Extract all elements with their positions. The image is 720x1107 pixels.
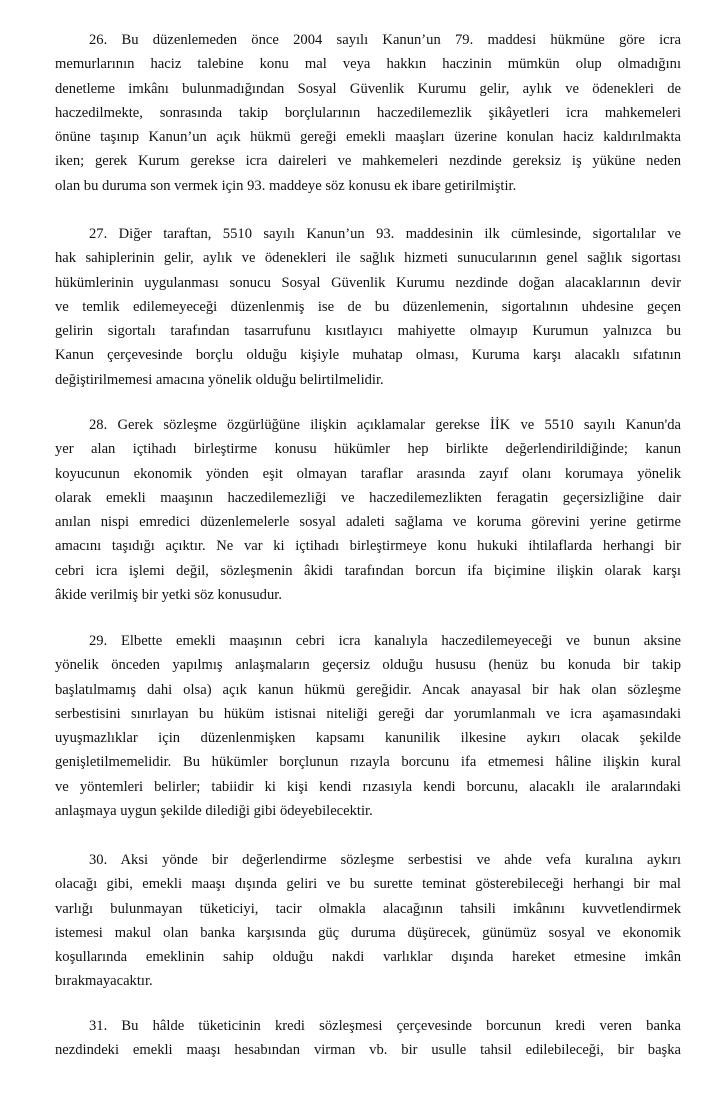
paragraph-26 <box>55 28 681 198</box>
paragraph-line: 28. Gerek sözleşme özgürlüğüne ilişkin açıklamalar gerekse İİK ve 5510 sayılı Kanun'da <box>89 417 681 433</box>
paragraph-line: istemesi makul olan banka karşısında güç duruma düşürecek, günümüz sosyal ve ekonomik <box>55 924 681 941</box>
paragraph-line: hükümlerinin uygulanması sonucu Sosyal Güvenlik Kurumu nezdinde doğan alacaklarının devir <box>55 274 681 291</box>
paragraph-line: amacını taşıdığı açıktır. Ne var ki içtihadı birleştirmeye konu hukuki ihtilaflarda herhangi bir <box>55 538 681 555</box>
paragraph-28 <box>55 413 681 607</box>
paragraph-line: başlatılmamış dahi olsa) açık kanun hükmü gereğidir. Ancak anayasal bir hak olan sözleşme <box>55 681 681 698</box>
paragraph-line: cebri icra işlemi değil, sözleşmenin âkidi tarafından borcun ifa biçimine ilişkin olarak karşı <box>55 562 681 579</box>
paragraph-line: genişletilmemelidir. Bu hükümler borçlunun rızayla borcunu ifa etmemesi hâline ilişkin kural <box>55 754 681 771</box>
paragraph-line: koyucunun ekonomik yönden eşit olmayan taraflar arasında zayıf olanı korumaya yönelik <box>55 465 681 482</box>
paragraph-line: olacağı gibi, emekli maaşı dışında geliri ve bu surette teminat gösterebileceği herhangi bir mal <box>55 876 681 893</box>
paragraph-29 <box>55 629 681 823</box>
paragraph-line: anlaşmaya uygun şekilde dilediği gibi ödeyebilecektir. <box>55 803 373 820</box>
paragraph-line: varlığı bulunmayan tüketiciyi, tacir olmakla alacağının tahsili imkânını kuvvetlendirmek <box>55 900 681 917</box>
paragraph-line: haczedilmekte, sonrasında takip borçlularının haczedilemezlik şikâyetleri icra mahkemeleri <box>55 104 681 121</box>
paragraph-31 <box>55 1014 681 1063</box>
paragraph-line: olarak emekli maaşının haczedilemezliği ve haczedilemezlikten feragatin geçersizliğine dair <box>55 489 681 506</box>
paragraph-line: ve yöntemleri belirler; tabiidir ki kişi kendi rızasıyla kendi borcunu, alacaklı ile aralarındaki <box>55 778 681 795</box>
paragraph-line: ve temlik edilemeyeceği düzenlenmiş ise de bu düzenlemenin, sigortalının uhdesine geçen <box>55 298 681 315</box>
paragraph-line: koşullarında emeklinin sahip olduğu nakdi varlıklar dışında hareket etmesine imkân <box>55 949 681 966</box>
paragraph-line: anılan nispi emredici düzenlemelerle sosyal adaleti sağlama ve koruma görevini yerine getirme <box>55 514 681 531</box>
paragraph-line: 30. Aksi yönde bir değerlendirme sözleşme serbestisi ve ahde vefa kuralına aykırı <box>89 852 681 868</box>
paragraph-line: 31. Bu hâlde tüketicinin kredi sözleşmesi çerçevesinde borcunun kredi veren banka <box>89 1018 681 1034</box>
paragraph-line: iken; gerek Kurum gerekse icra daireleri ve mahkemeleri nezdinde gereksiz iş yüküne neden <box>55 153 681 170</box>
paragraph-line: âkide verilmiş bir yetki söz konusudur. <box>55 587 282 604</box>
paragraph-line: yer alan içtihadı birleştirme konusu hükümler hep birlikte değerlendirildiğinde; kanun <box>55 441 681 458</box>
paragraph-27 <box>55 222 681 392</box>
paragraph-line: 29. Elbette emekli maaşının cebri icra kanalıyla haczedilemeyeceği ve bunun aksine <box>89 633 681 649</box>
paragraph-line: nezdindeki emekli maaşı hesabından virman vb. bir usulle tahsil edilebileceği, bir başka <box>55 1042 681 1059</box>
paragraph-line: uyuşmazlıklar için düzenlenmişken kapsamı kanunilik ilkesine aykırı olacak şekilde <box>55 730 681 747</box>
paragraph-line: yönelik önceden yapılmış anlaşmaların geçersiz olduğu hususu (henüz bu konuda bir takip <box>55 657 681 674</box>
paragraph-line: Kanun çerçevesinde borçlu olduğu kişiyle muhatap olması, Kuruma karşı alacaklı sıfatının <box>55 347 681 364</box>
paragraph-line: hak sahiplerinin gelir, aylık ve ödenekleri ile sağlık hizmeti sunucularının genel sağlık sigortası <box>55 250 681 267</box>
paragraph-line: 27. Diğer taraftan, 5510 sayılı Kanun’un 93. maddesinin ilk cümlesinde, sigortalılar ve <box>89 226 681 242</box>
paragraph-line: memurlarının haciz talebine konu mal veya hakkın haczinin mümkün olup olmadığını <box>55 56 681 73</box>
paragraph-line: denetleme imkânı bulunmadığından Sosyal Güvenlik Kurumu gelir, aylık ve ödenekleri de <box>55 80 681 97</box>
paragraph-line: gelirin sigortalı tarafından tasarrufunu kısıtlayıcı mahiyette olmayıp Kurumun yalnızca bu <box>55 323 681 340</box>
paragraph-line: 26. Bu düzenlemeden önce 2004 sayılı Kanun’un 79. maddesi hükmüne göre icra <box>89 32 681 48</box>
paragraph-line: bırakmayacaktır. <box>55 973 153 990</box>
paragraph-line: önüne taşınıp Kanun’un açık hükmü gereği emekli maaşları üzerine konulan haciz kaldırılmakta <box>55 129 681 146</box>
paragraph-line: olan bu duruma son vermek için 93. maddeye söz konusu ek ibare getirilmiştir. <box>55 177 517 194</box>
paragraph-30 <box>55 848 681 994</box>
paragraph-line: değiştirilmemesi amacına yönelik olduğu belirtilmelidir. <box>55 371 384 388</box>
paragraph-line: serbestisini sınırlayan bu hüküm istisnai niteliği gereği dar yorumlanmalı ve icra aşamasındaki <box>55 705 681 722</box>
